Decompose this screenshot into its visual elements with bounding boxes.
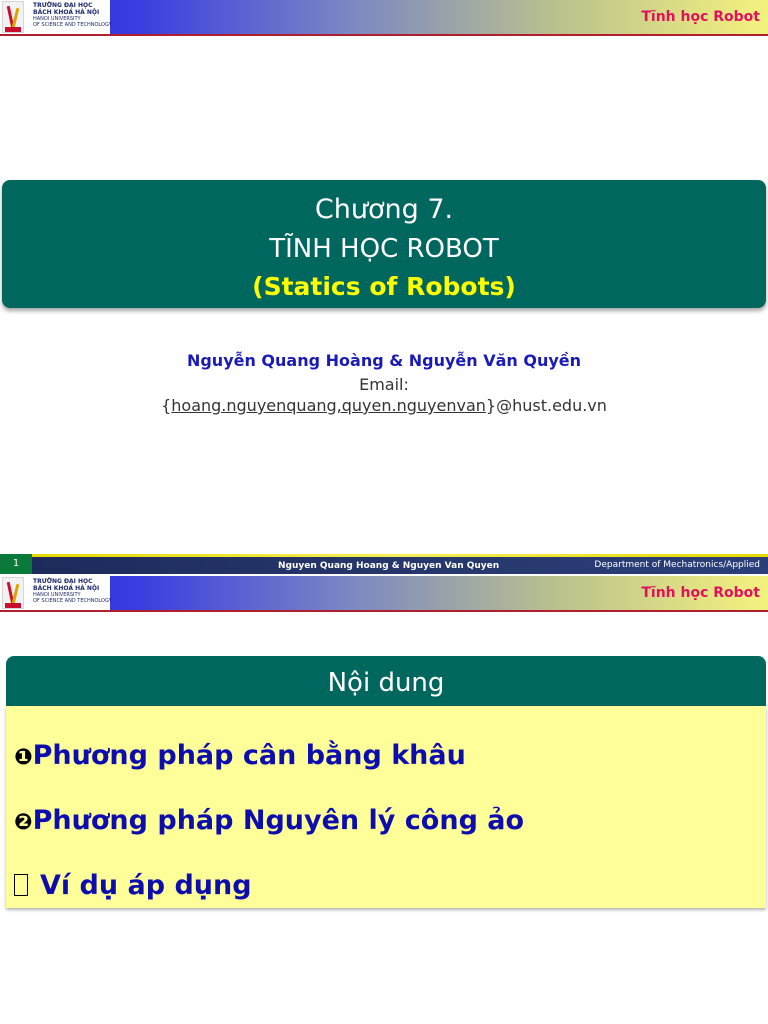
logo-line: BÁCH KHOA HÀ NỘI (33, 9, 100, 16)
list-item (14, 870, 252, 901)
content-heading: Nội dung (6, 656, 766, 706)
chapter-title-en: (Statics of Robots) (252, 272, 516, 301)
email-link[interactable]: hoang.nguyenquang,quyen.nguyenvan (171, 396, 486, 415)
bullet-two-icon: ❷ (14, 810, 33, 835)
email-brace-open: { (161, 396, 172, 415)
list-item-text: Ví dụ áp dụng (40, 870, 252, 901)
list-item (14, 740, 466, 771)
list-item-text: Phương pháp Nguyên lý công ảo (32, 805, 525, 836)
logo-line: BÁCH KHOA HÀ NỘI (33, 585, 100, 592)
university-logo (0, 576, 110, 610)
chapter-title-vn: TĨNH HỌC ROBOT (269, 234, 499, 264)
footer-authors: Nguyen Quang Hoang & Nguyen Van Quyen (278, 561, 500, 571)
logo-line: OF SCIENCE AND TECHNOLOGY (33, 22, 112, 28)
list-item-text: Phương pháp cân bằng khâu (32, 740, 466, 771)
footer-accent (30, 554, 768, 557)
logo-text (33, 2, 111, 28)
university-emblem-icon (2, 577, 24, 609)
header-divider (0, 34, 768, 36)
course-title: Tĩnh học Robot (641, 9, 760, 25)
chapter-title-box (2, 180, 766, 308)
content-list (6, 706, 766, 908)
university-emblem-icon (2, 1, 24, 33)
email-address (0, 396, 768, 415)
logo-line: HANOI UNIVERSITY (33, 592, 81, 598)
footer-department: Department of Mechatronics/Applied (594, 560, 760, 570)
logo-line: TRƯỜNG ĐẠI HỌC (33, 578, 93, 585)
logo-line: HANOI UNIVERSITY (33, 16, 81, 22)
page-number: 1 (0, 554, 32, 574)
slide-2 (0, 576, 768, 1024)
list-item (14, 805, 524, 836)
email-domain: }@hust.edu.vn (485, 396, 607, 415)
course-title: Tĩnh học Robot (641, 585, 760, 601)
logo-line: TRƯỜNG ĐẠI HỌC (33, 2, 93, 9)
bullet-one-icon: ❶ (14, 745, 33, 770)
email-label: Email: (359, 375, 409, 394)
bullet-box-icon (14, 874, 28, 896)
university-logo (0, 0, 110, 34)
authors: Nguyễn Quang Hoàng & Nguyễn Văn Quyền (186, 351, 582, 370)
logo-line: OF SCIENCE AND TECHNOLOGY (33, 598, 112, 604)
header-divider (0, 610, 768, 612)
chapter-number: Chương 7. (314, 194, 454, 225)
logo-text (33, 578, 111, 604)
